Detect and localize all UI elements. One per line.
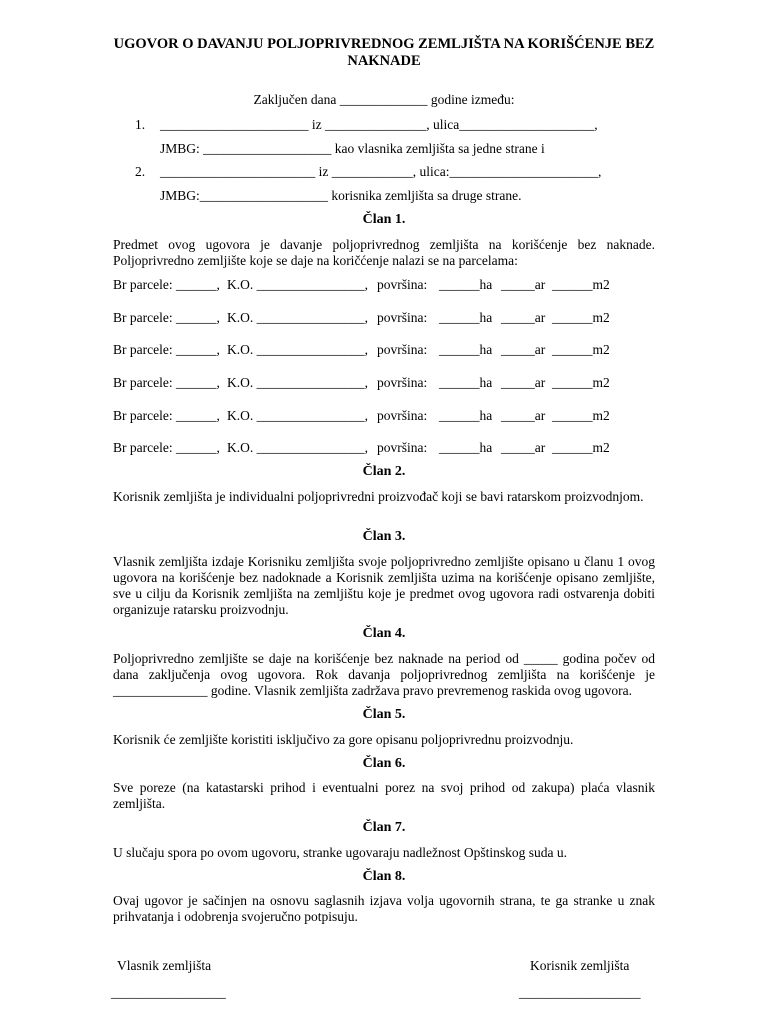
parcel-ko: K.O. ________________,	[227, 342, 368, 357]
parcel-ar: _____ar	[501, 342, 546, 357]
clan5-heading: Član 5.	[362, 707, 406, 722]
parcel-ko: K.O. ________________,	[227, 310, 368, 325]
parcel-ha: ______ha	[439, 277, 493, 292]
party2-number: 2.	[135, 164, 146, 179]
clan7-text: U slučaju spora po ovom ugovoru, stranke ugovaraju nadležnost Opštinskog suda u.	[113, 845, 568, 860]
clan4-heading: Član 4.	[362, 626, 406, 641]
parcel-povrsina: površina:	[377, 277, 428, 292]
parcel-m2: ______m2	[552, 342, 610, 357]
clan3-text: Vlasnik zemljišta izdaje Korisniku zemljišta svoje poljoprivredno zemljište opisano u članu 1 ovog ugovora na korišćenje bez nadoknade a Korisnik zemljišta uzima na korišćenje opisano zemljište, sve u cilju da Korisnik zemljišta na zemljištu koje je predmet ovog ugovora radi ostvarenja dobiti organizuje ratarsku proizvodnju.	[113, 554, 655, 617]
owner-signature-line: _________________	[111, 985, 226, 1000]
parcel-ha: ______ha	[439, 375, 493, 390]
parcel-br: Br parcele: ______,	[113, 375, 220, 390]
parcel-row	[113, 375, 610, 391]
party1-jmbg: JMBG: ___________________ kao vlasnika zemljišta sa jedne strane i	[160, 141, 545, 156]
parcel-povrsina: površina:	[377, 342, 428, 357]
clan6-heading: Član 6.	[362, 756, 406, 771]
clan6-text: Sve poreze (na katastarski prihod i eventualni porez na svoj prihod od zakupa) plaća vlasnik zemljišta.	[113, 780, 655, 811]
document-title-line1: UGOVOR O DAVANJU POLJOPRIVREDNOG ZEMLJIŠTA NA KORIŠĆENJE BEZ	[113, 36, 655, 52]
owner-signature-label: Vlasnik zemljišta	[117, 958, 212, 973]
parcel-ha: ______ha	[439, 440, 493, 455]
parcel-povrsina: površina:	[377, 408, 428, 423]
parcel-povrsina: površina:	[377, 440, 428, 455]
parcel-m2: ______m2	[552, 440, 610, 455]
parcel-m2: ______m2	[552, 375, 610, 390]
clan5-text: Korisnik će zemljište koristiti isključivo za gore opisanu poljoprivrednu proizvodnju.	[113, 732, 574, 747]
clan2-text: Korisnik zemljišta je individualni poljoprivredni proizvođač koji se bavi ratarskom proizvodnjom.	[113, 489, 644, 504]
document-title-line2: NAKNADE	[347, 53, 421, 69]
parcel-br: Br parcele: ______,	[113, 342, 220, 357]
parcel-ar: _____ar	[501, 277, 546, 292]
parcel-ar: _____ar	[501, 440, 546, 455]
clan1-text: Predmet ovog ugovora je davanje poljoprivrednog zemljišta na korišćenje bez naknade. Poljoprivredno zemljište koje se daje na koričćenje nalazi se na parcelama:	[113, 237, 655, 268]
parcel-br: Br parcele: ______,	[113, 408, 220, 423]
party1-number: 1.	[135, 117, 146, 132]
parcel-ko: K.O. ________________,	[227, 440, 368, 455]
parcel-ha: ______ha	[439, 408, 493, 423]
clan4-text: Poljoprivredno zemljište se daje na korišćenje bez naknade na period od _____ godina počev od dana zaključenja ovog ugovora. Rok davanja poljoprivrednog zemljišta na korišćenje je ______________ godine. Vlasnik zemljišta zadržava pravo prevremenog raskida ovog ugovora.	[113, 651, 655, 698]
clan1-heading: Član 1.	[362, 212, 406, 227]
parcel-ko: K.O. ________________,	[227, 277, 368, 292]
parcel-povrsina: površina:	[377, 310, 428, 325]
parcel-ha: ______ha	[439, 342, 493, 357]
parcel-povrsina: površina:	[377, 375, 428, 390]
parcel-row	[113, 277, 610, 293]
clan7-heading: Član 7.	[362, 820, 406, 835]
parcel-ko: K.O. ________________,	[227, 375, 368, 390]
party2-jmbg: JMBG:___________________ korisnika zemljišta sa druge strane.	[160, 188, 522, 203]
user-signature-label: Korisnik zemljišta	[530, 958, 630, 973]
parcel-m2: ______m2	[552, 408, 610, 423]
parcel-row	[113, 310, 610, 326]
clan8-heading: Član 8.	[362, 869, 406, 884]
parcel-ko: K.O. ________________,	[227, 408, 368, 423]
parcel-row	[113, 440, 610, 456]
clan2-heading: Član 2.	[362, 464, 406, 479]
parcel-ar: _____ar	[501, 408, 546, 423]
party1-line: ______________________ iz _______________, ulica____________________,	[160, 117, 598, 132]
parcel-br: Br parcele: ______,	[113, 440, 220, 455]
parcel-row	[113, 342, 610, 358]
parcel-m2: ______m2	[552, 277, 610, 292]
party2-line: _______________________ iz ____________, ulica:______________________,	[160, 164, 602, 179]
parcel-br: Br parcele: ______,	[113, 277, 220, 292]
intro-line: Zaključen dana _____________ godine između:	[253, 92, 515, 107]
clan8-text: Ovaj ugovor je sačinjen na osnovu saglasnih izjava volja ugovornih strana, te ga stranke u znak prihvatanja i odobrenja svojeručno potpisuju.	[113, 893, 655, 924]
parcel-ar: _____ar	[501, 375, 546, 390]
parcel-ar: _____ar	[501, 310, 546, 325]
parcel-row	[113, 408, 610, 424]
clan3-heading: Član 3.	[362, 529, 406, 544]
parcel-m2: ______m2	[552, 310, 610, 325]
parcel-ha: ______ha	[439, 310, 493, 325]
parcel-br: Br parcele: ______,	[113, 310, 220, 325]
user-signature-line: __________________	[519, 985, 641, 1000]
